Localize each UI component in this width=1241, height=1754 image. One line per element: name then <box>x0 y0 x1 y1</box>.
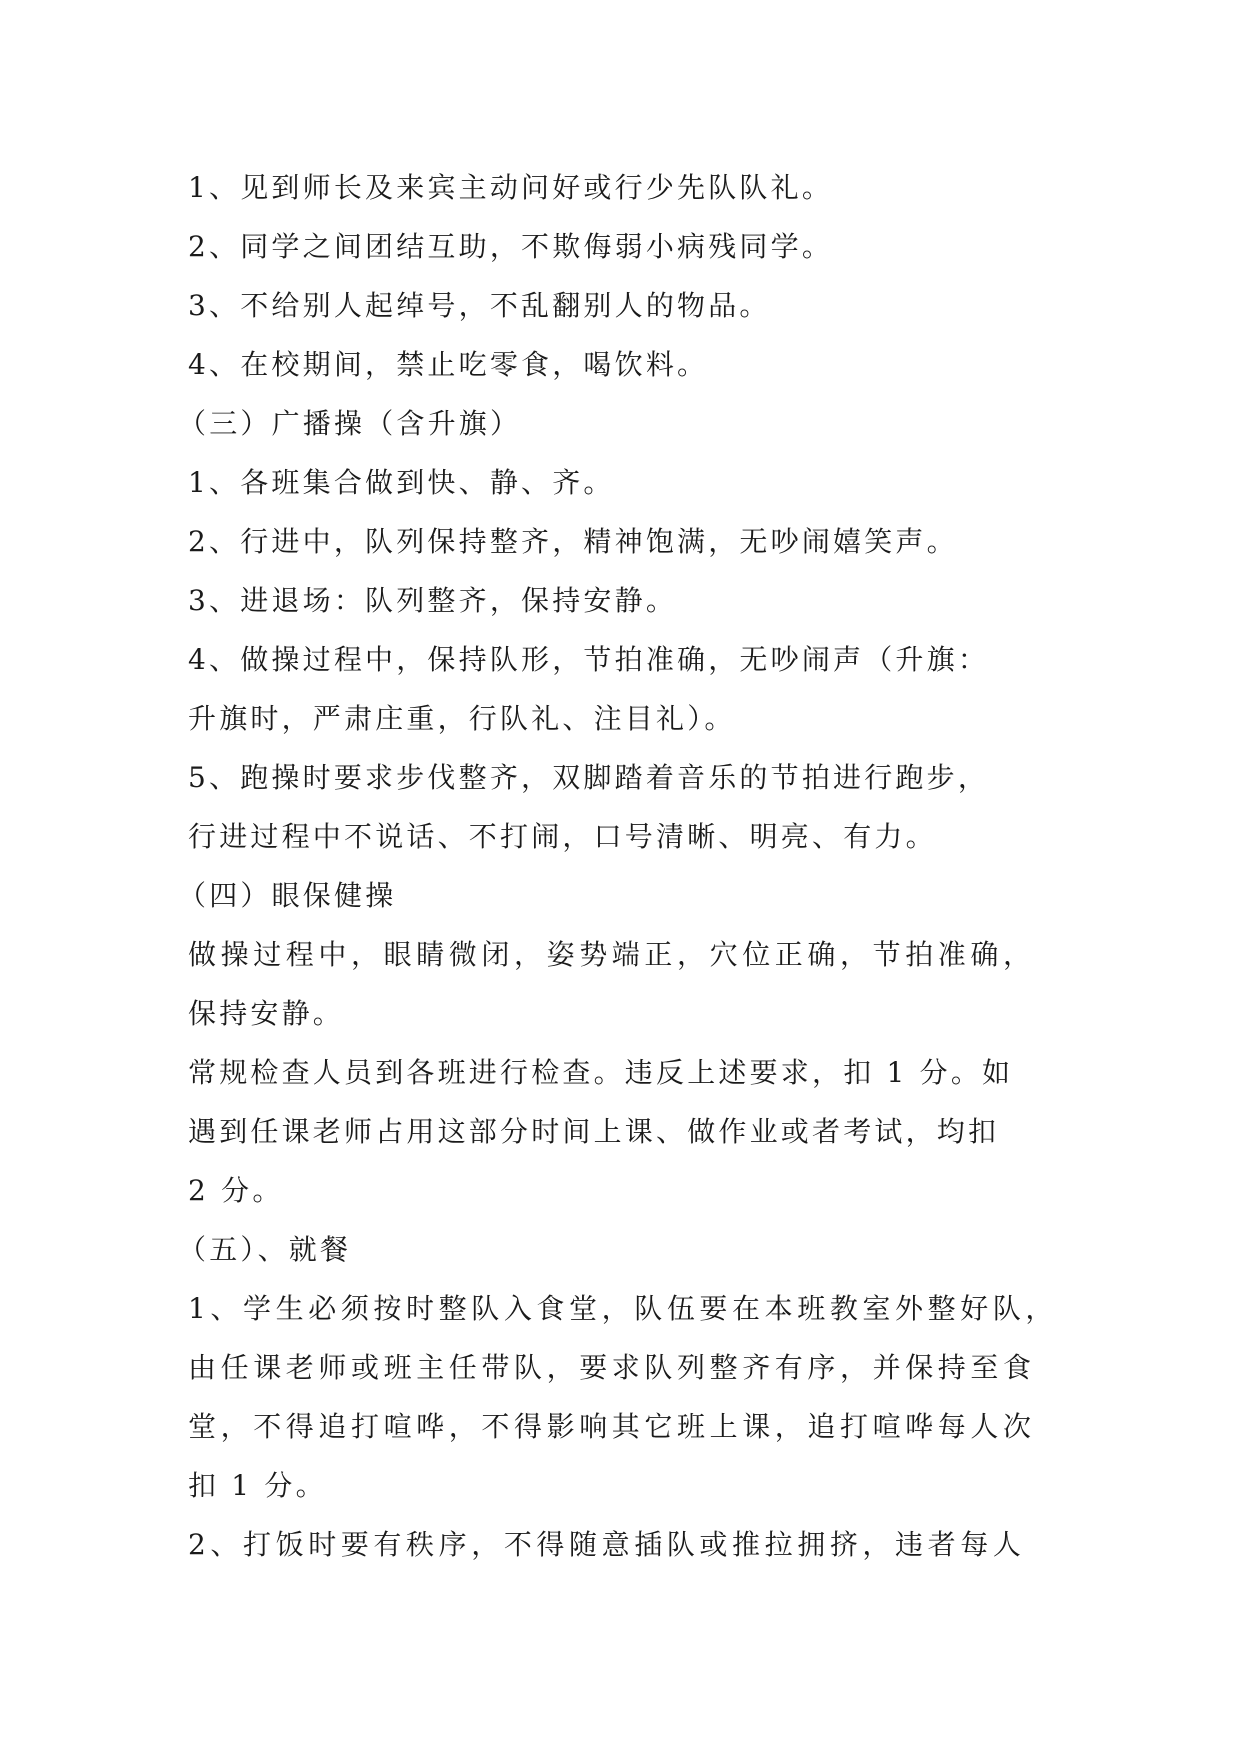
inspection-paragraph: 常规检查人员到各班进行检查。违反上述要求，扣 1 分。如 <box>188 1056 1014 1089</box>
eye-exercise-paragraph: 做操过程中，眼睛微闭，姿势端正，穴位正确，节拍准确， <box>188 938 1036 971</box>
exercise-item-1: 1、各班集合做到快、静、齐。 <box>188 466 615 499</box>
section-heading-dining: （五）、就餐 <box>178 1233 352 1266</box>
rule-item-1-greeting: 1、见到师长及来宾主动问好或行少先队队礼。 <box>188 171 834 204</box>
rule-item-4-snacks: 4、在校期间，禁止吃零食，喝饮料。 <box>188 348 709 381</box>
exercise-item-2: 2、行进中，队列保持整齐，精神饱满，无吵闹嬉笑声。 <box>188 525 958 558</box>
section-heading-eye-exercise: （四）眼保健操 <box>178 879 397 912</box>
exercise-item-4: 4、做操过程中，保持队形，节拍准确，无吵闹声（升旗： <box>188 643 990 676</box>
exercise-item-4-continued: 升旗时，严肃庄重，行队礼、注目礼）。 <box>188 702 736 735</box>
exercise-item-3: 3、进退场：队列整齐，保持安静。 <box>188 584 678 617</box>
rule-item-3-nicknames: 3、不给别人起绰号，不乱翻别人的物品。 <box>188 289 771 322</box>
dining-item-2: 2、打饭时要有秩序，不得随意插队或推拉拥挤，违者每人 <box>188 1528 1026 1561</box>
section-heading-broadcast-exercise: （三）广播操（含升旗） <box>178 407 522 440</box>
dining-item-1: 1、学生必须按时整队入食堂，队伍要在本班教室外整好队， <box>188 1292 1059 1325</box>
dining-item-1-line-2: 由任课老师或班主任带队，要求队列整齐有序，并保持至食 <box>188 1351 1036 1384</box>
dining-item-1-line-3: 堂，不得追打喧哗，不得影响其它班上课，追打喧哗每人次 <box>188 1410 1036 1443</box>
inspection-paragraph-line-2: 遇到任课老师占用这部分时间上课、做作业或者考试，均扣 <box>188 1115 1000 1148</box>
exercise-item-5: 5、跑操时要求步伐整齐，双脚踏着音乐的节拍进行跑步， <box>188 761 990 794</box>
exercise-item-5-continued: 行进过程中不说话、不打闹，口号清晰、明亮、有力。 <box>188 820 937 853</box>
dining-item-1-line-4: 扣 1 分。 <box>188 1469 327 1502</box>
rule-item-2-unity: 2、同学之间团结互助，不欺侮弱小病残同学。 <box>188 230 834 263</box>
inspection-paragraph-line-3: 2 分。 <box>188 1174 284 1207</box>
document-body <box>178 158 1059 1574</box>
eye-exercise-paragraph-continued: 保持安静。 <box>188 997 345 1030</box>
